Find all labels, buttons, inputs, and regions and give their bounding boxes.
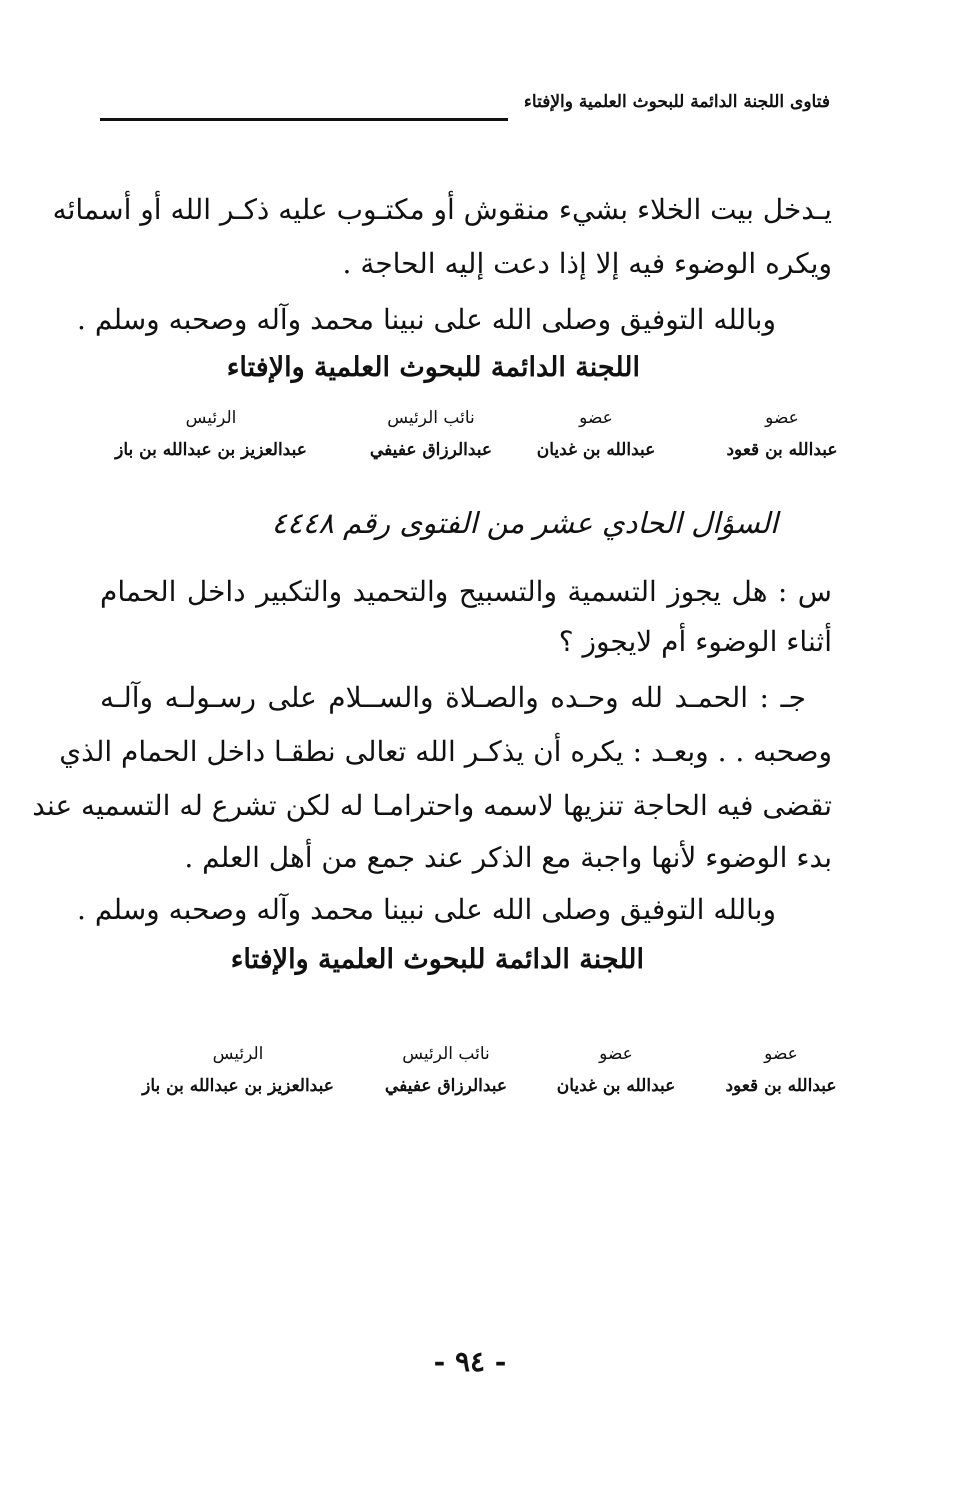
committee-name: اللجنة الدائمة للبحوث العلمية والإفتاء <box>230 944 644 975</box>
signature-block <box>0 1044 956 1114</box>
signature-member-1 <box>725 1044 836 1096</box>
signature-member-1 <box>726 408 837 460</box>
signature-name: عبدالله بن غديان <box>556 1076 676 1096</box>
signature-role: عضو <box>764 1044 798 1064</box>
signature-vice-chairman <box>385 1044 507 1096</box>
signature-member-2 <box>537 408 656 460</box>
closing-line: وبالله التوفيق وصلى الله على نبينا محمد وآله وصحبه وسلم . <box>77 893 776 926</box>
signature-chairman <box>142 1044 334 1096</box>
signature-name: عبدالرزاق عفيفي <box>369 440 493 460</box>
signature-role: الرئيس <box>185 408 237 428</box>
signature-chairman <box>115 408 307 460</box>
paragraph-line: يـدخل بيت الخلاء بشيء منقوش أو مكتـوب عليه ذكـر الله أو أسمائه <box>52 193 832 226</box>
signature-role: عضو <box>765 408 799 428</box>
header-rule <box>100 118 508 121</box>
paragraph-line: ويكره الوضوء فيه إلا إذا دعت إليه الحاجة . <box>342 247 832 280</box>
closing-line: وبالله التوفيق وصلى الله على نبينا محمد وآله وصحبه وسلم . <box>77 303 776 336</box>
signature-vice-chairman <box>370 408 492 460</box>
signature-name: عبدالعزيز بن عبدالله بن باز <box>115 440 307 460</box>
question-line: أثناء الوضوء أم لايجوز ؟ <box>558 625 832 658</box>
signature-role: نائب الرئيس <box>387 408 475 428</box>
question-title: السؤال الحادي عشر من الفتوى رقم ٤٤٤٨ <box>271 506 778 540</box>
signature-role: الرئيس <box>212 1044 264 1064</box>
signature-role: عضو <box>579 408 613 428</box>
signature-name: عبدالله بن قعود <box>726 440 838 460</box>
answer-line: جـ : الحمـد لله وحـده والصـلاة والســلام على رسـولـه وآلـه <box>100 681 806 714</box>
signature-block <box>0 408 956 468</box>
signature-name: عبدالله بن قعود <box>725 1076 837 1096</box>
page-number: - ٩٤ - <box>433 1345 507 1378</box>
signature-name: عبدالعزيز بن عبدالله بن باز <box>142 1076 334 1096</box>
signature-name: عبدالرزاق عفيفي <box>384 1076 508 1096</box>
question-line: س : هل يجوز التسمية والتسبيح والتحميد والتكبير داخل الحمام <box>100 575 832 608</box>
answer-line: تقضى فيه الحاجة تنزيها لاسمه واحترامـا له لكن تشرع له التسميه عند <box>32 789 832 822</box>
answer-line: بدء الوضوء لأنها واجبة مع الذكر عند جمع من أهل العلم . <box>184 841 832 874</box>
signature-name: عبدالله بن غديان <box>536 440 656 460</box>
signature-member-2 <box>557 1044 676 1096</box>
running-header: فتاوى اللجنة الدائمة للبحوث العلمية والإفتاء <box>523 92 830 112</box>
signature-role: عضو <box>599 1044 633 1064</box>
answer-line: وصحبه . . وبعـد : يكره أن يذكـر الله تعالى نطقـا داخل الحمام الذي <box>59 735 832 768</box>
signature-role: نائب الرئيس <box>402 1044 490 1064</box>
committee-name: اللجنة الدائمة للبحوث العلمية والإفتاء <box>226 352 640 383</box>
